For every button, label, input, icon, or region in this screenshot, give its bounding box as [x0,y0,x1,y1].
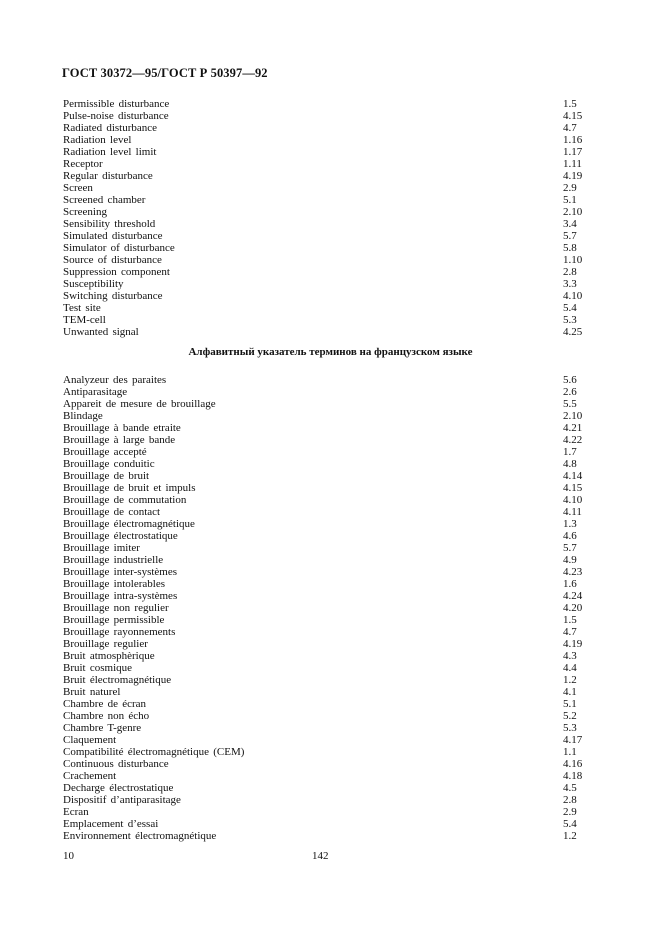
index-reference: 4.19 [563,638,583,650]
index-reference: 1.5 [563,614,577,626]
index-entry [63,686,583,698]
index-term: Ecran [63,806,89,818]
index-entry [63,290,583,302]
index-entry [63,110,583,122]
english-term-index [63,98,583,338]
index-term: Brouillage non regulier [63,602,169,614]
index-reference: 4.11 [563,506,582,518]
index-reference: 1.2 [563,674,577,686]
index-reference: 4.4 [563,662,577,674]
index-term: Brouillage conduitic [63,458,155,470]
index-entry [63,758,583,770]
index-reference: 4.21 [563,422,583,434]
index-term: Screened chamber [63,194,146,206]
index-entry [63,134,583,146]
index-reference: 1.7 [563,446,577,458]
index-reference: 4.5 [563,782,577,794]
french-index-heading: Алфавитный указатель терминов на французском языке [188,346,473,358]
index-term: Brouillage intolerables [63,578,165,590]
index-term: Appareit de mesure de brouillage [63,398,216,410]
index-reference: 2.10 [563,206,583,218]
index-entry [63,230,583,242]
index-term: Brouillage électromagnétique [63,518,195,530]
index-term: Chambre non écho [63,710,150,722]
index-term: Brouillage électrostatique [63,530,178,542]
index-term: Chambre de écran [63,698,147,710]
index-entry [63,470,583,482]
index-term: Switching disturbance [63,290,163,302]
index-term: Radiated disturbance [63,122,158,134]
index-term: TEM-cell [63,314,106,326]
index-entry [63,614,583,626]
index-reference: 5.6 [563,374,577,386]
index-reference: 4.20 [563,602,583,614]
index-reference: 5.2 [563,710,577,722]
index-term: Regular disturbance [63,170,153,182]
index-entry [63,578,583,590]
index-term: Continuous disturbance [63,758,169,770]
index-entry [63,170,583,182]
index-reference: 5.3 [563,314,577,326]
index-reference: 2.10 [563,410,583,422]
index-entry [63,458,583,470]
index-term: Brouillage permissible [63,614,165,626]
page-number-center: 142 [312,850,329,862]
index-term: Screen [63,182,93,194]
index-entry [63,434,583,446]
index-reference: 4.24 [563,590,583,602]
index-entry [63,194,583,206]
index-reference: 1.16 [563,134,583,146]
page-number-left: 10 [63,850,74,862]
index-reference: 4.17 [563,734,583,746]
index-entry [63,182,583,194]
index-reference: 4.25 [563,326,583,338]
index-term: Environnement électromagnétique [63,830,217,842]
document-header: ГОСТ 30372—95/ГОСТ Р 50397—92 [62,66,268,80]
index-entry [63,746,583,758]
index-entry [63,386,583,398]
index-reference: 1.17 [563,146,583,158]
index-term: Source of disturbance [63,254,162,266]
index-reference: 4.18 [563,770,583,782]
index-term: Radiation level [63,134,132,146]
index-entry [63,734,583,746]
index-term: Brouillage industrielle [63,554,164,566]
index-reference: 4.9 [563,554,577,566]
index-reference: 2.9 [563,182,577,194]
index-entry [63,662,583,674]
index-term: Decharge électrostatique [63,782,174,794]
index-term: Bruit cosmique [63,662,133,674]
index-reference: 5.3 [563,722,577,734]
index-term: Brouillage inter-systèmes [63,566,178,578]
index-term: Brouillage de bruit et impuls [63,482,196,494]
index-reference: 5.7 [563,230,577,242]
index-reference: 1.1 [563,746,577,758]
index-entry [63,314,583,326]
index-entry [63,242,583,254]
index-reference: 4.10 [563,290,583,302]
index-term: Simulated disturbance [63,230,163,242]
index-term: Analyzeur des paraites [63,374,167,386]
index-term: Test site [63,302,101,314]
index-entry [63,818,583,830]
index-entry [63,278,583,290]
index-term: Chambre T-genre [63,722,142,734]
index-term: Receptor [63,158,103,170]
index-entry [63,206,583,218]
index-reference: 4.6 [563,530,577,542]
index-entry [63,518,583,530]
index-entry [63,566,583,578]
index-term: Claquement [63,734,117,746]
index-term: Susceptibility [63,278,124,290]
index-reference: 2.6 [563,386,577,398]
index-reference: 1.3 [563,518,577,530]
index-entry [63,266,583,278]
index-term: Brouillage regulier [63,638,148,650]
index-reference: 1.11 [563,158,582,170]
index-reference: 4.1 [563,686,577,698]
index-reference: 1.5 [563,98,577,110]
index-entry [63,590,583,602]
index-reference: 4.15 [563,110,583,122]
index-reference: 1.10 [563,254,583,266]
index-term: Brouillage à large bande [63,434,176,446]
index-entry [63,254,583,266]
index-entry [63,650,583,662]
index-entry [63,770,583,782]
index-reference: 4.19 [563,170,583,182]
index-entry [63,806,583,818]
index-reference: 1.6 [563,578,577,590]
index-entry [63,302,583,314]
index-entry [63,446,583,458]
index-reference: 1.2 [563,830,577,842]
index-term: Brouillage intra-systèmes [63,590,178,602]
index-term: Brouillage de commutation [63,494,187,506]
index-reference: 3.4 [563,218,577,230]
index-entry [63,794,583,806]
index-reference: 2.9 [563,806,577,818]
index-entry [63,602,583,614]
index-term: Blindage [63,410,103,422]
index-entry [63,782,583,794]
index-term: Screening [63,206,107,218]
index-reference: 5.7 [563,542,577,554]
index-entry [63,482,583,494]
index-term: Pulse-noise disturbance [63,110,169,122]
index-entry [63,218,583,230]
index-term: Simulator of disturbance [63,242,175,254]
index-reference: 4.10 [563,494,583,506]
index-entry [63,626,583,638]
index-reference: 4.7 [563,626,577,638]
index-entry [63,398,583,410]
index-entry [63,722,583,734]
index-entry [63,506,583,518]
index-term: Bruit naturel [63,686,121,698]
index-reference: 5.5 [563,398,577,410]
index-term: Brouillage rayonnements [63,626,176,638]
index-term: Bruit électromagnétique [63,674,172,686]
index-reference: 5.4 [563,302,577,314]
index-entry [63,146,583,158]
index-entry [63,830,583,842]
index-entry [63,542,583,554]
index-term: Crachement [63,770,117,782]
index-entry [63,98,583,110]
index-reference: 5.1 [563,194,577,206]
index-entry [63,122,583,134]
index-term: Emplacement d’essai [63,818,159,830]
index-term: Brouillage de contact [63,506,161,518]
index-term: Suppression component [63,266,170,278]
index-entry [63,698,583,710]
index-reference: 2.8 [563,266,577,278]
index-term: Compatibilité électromagnétique (CEM) [63,746,245,758]
index-entry [63,674,583,686]
index-term: Bruit atmosphèrique [63,650,155,662]
index-entry [63,710,583,722]
index-reference: 5.4 [563,818,577,830]
index-reference: 4.3 [563,650,577,662]
index-reference: 4.8 [563,458,577,470]
index-entry [63,422,583,434]
index-reference: 5.1 [563,698,577,710]
index-term: Unwanted signal [63,326,139,338]
index-term: Sensibility threshold [63,218,156,230]
index-reference: 2.8 [563,794,577,806]
index-term: Permissible disturbance [63,98,170,110]
index-entry [63,374,583,386]
index-entry [63,530,583,542]
index-entry [63,326,583,338]
index-reference: 4.23 [563,566,583,578]
index-reference: 4.15 [563,482,583,494]
index-term: Brouillage accepté [63,446,147,458]
french-term-index [63,374,583,842]
index-term: Brouillage de bruit [63,470,150,482]
index-term: Dispositif d’antiparasitage [63,794,181,806]
index-entry [63,158,583,170]
index-reference: 3.3 [563,278,577,290]
index-reference: 4.22 [563,434,583,446]
index-term: Radiation level limit [63,146,157,158]
index-term: Brouillage à bande etraite [63,422,181,434]
index-entry [63,554,583,566]
index-reference: 4.16 [563,758,583,770]
index-entry [63,410,583,422]
index-term: Antiparasitage [63,386,128,398]
index-reference: 4.7 [563,122,577,134]
index-reference: 5.8 [563,242,577,254]
index-entry [63,638,583,650]
index-entry [63,494,583,506]
index-reference: 4.14 [563,470,583,482]
index-term: Brouillage imiter [63,542,140,554]
